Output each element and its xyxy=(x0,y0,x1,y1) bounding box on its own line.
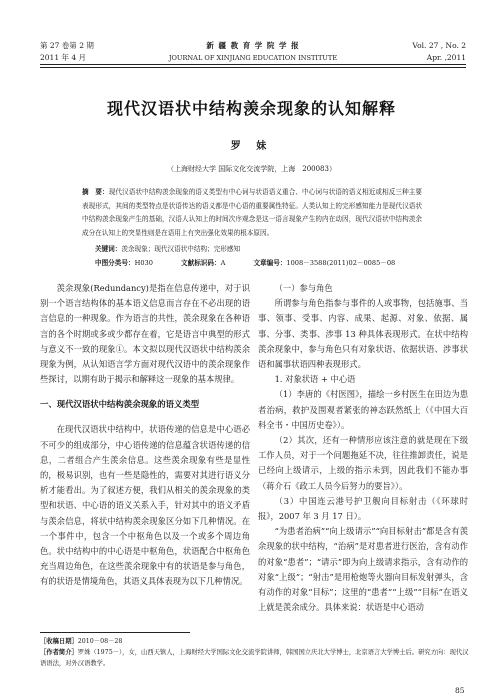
abstract xyxy=(82,186,422,240)
journal-title-en: JOURNAL OF XINJIANG EDUCATION INSTITUTE xyxy=(168,54,338,62)
doc-code-label: 文献标识码： xyxy=(181,259,221,267)
document-code xyxy=(181,259,225,267)
keywords xyxy=(95,244,425,255)
subsection-heading: （一）参与角色 xyxy=(274,283,333,293)
section-paragraph: 在现代汉语状中结构中，状语传递的信息是中心语必不可少的组成部分，中心语传递的信息蕴含状语传递的信息，二者组合产生羡余信息。这些羡余现象有些是显性的，极易识别，也有一些是隐性的，需要对其进行语义分析才能看出。为了叙述方便，我们从相关的羡余现象的类型和状语、中心语的语义关系入手，针对其中的语义矛盾与羡余信息，将状中结构羡余现象区分如下几种情况。在一个事件中，包含一个中枢角色以及一个或多个周边角色。状中结构中的中心语是中枢角色，状语配合中枢角色充当周边角色，在这些羡余现象中有的状语是参与角色，有的状语是情境角色，其语义具体表现为以下几种情况。 xyxy=(40,424,250,587)
clc-value: H030 xyxy=(134,259,153,267)
received-value: 2010－08－28 xyxy=(77,638,123,645)
abstract-text: 现代汉语状中结构羡余现象的语义类型有中心词与状语语义重合、中心词与状语的语义相近或相反三种主要表现形式，其间的类型特点是状语传达的语义都是中心语的重要属性特征。人类认知上的完形感知能力是现代汉语状中结构羡余现象产生的基础，汉语人认知上的时间次序观念是这一语言现象产生的内在动因，现代汉语状中结构羡余成分在认知上的突显性则是在语用上有突出强化效果的根本原因。 xyxy=(82,188,423,237)
article-no-value: 1008－3588(2011)02－0085－08 xyxy=(286,259,396,267)
footnote xyxy=(40,636,470,669)
author-name: 罗 妹 xyxy=(230,141,273,152)
date-cn: 2011 年 4 月 xyxy=(40,53,87,62)
footnote-rule xyxy=(40,632,190,633)
example-2: （2）其次，还有一种情形应该注意的就是现在下级工作人员，对于一个问题拖延不决，往往推卸责任，说是已经向上级请示，上级的指示未到，因此我们不能办事（蒋介石《政工人员今后努力的要旨》）。 xyxy=(258,435,468,491)
paragraph-participant-roles: 所谓参与角色指参与事件的人或事物，包括施事、当事、领事、受事、内容、成果、起源、对象、依据、属事、分事、类事、涉事 13 种具体表现形式。在状中结构羡余现象中，参与角色只有对象状语、依据状语、涉事状语和属事状语四种表现形式。 xyxy=(258,298,468,370)
section-heading: 一、现代汉语状中结构羡余现象的语义类型 xyxy=(40,399,200,410)
intro-paragraph: 羡余现象(Redundancy)是指在信息传递中，对于识别一个语言结构体的基本语义信息而言存在不必出现的语言信息的一种现象。作为语言的共性，羡余现象在各种语言的各个时期或多或少都存在着，它是语言中典型的形式与意义不一致的现象①。本文拟以现代汉语状中结构羡余现象为例，从认知语言学方面对现代汉语中的羡余现象作些探讨，以期有助于揭示和解释这一现象的基本规律。 xyxy=(40,283,250,385)
author-affiliation: （上海财经大学 国际文化交流学院，上海 200083） xyxy=(167,165,336,173)
subheading-object-adverbial: 1. 对象状语 + 中心语 xyxy=(274,374,356,385)
clc-code xyxy=(95,259,153,267)
analysis-paragraph: “为患者治病”“向上级请示”“向目标射击”都是含有羡余现象的状中结构，“治病”是对患者进行医治，含有动作的对象“患者”；“请示”即为向上级请求指示，含有动作的对象“上级”；“射击”是用枪炮等火器向目标发射弹头，含有动作的对象“目标”；这里的“患者”“上级”“目标”在语义上就是羡余成分。具体来说：状语是中心语动 xyxy=(258,526,468,613)
author-bio-label: ［作者简介］ xyxy=(40,649,78,656)
received-label: ［收稿日期］ xyxy=(40,638,78,645)
header-rule xyxy=(40,64,466,65)
volume-issue-cn: 第 27 卷第 2 期 xyxy=(40,41,94,50)
right-column xyxy=(258,281,468,615)
article-no-label: 文章编号： xyxy=(253,259,287,267)
author-bio-text: 罗姝（1975－），女，山西天镇人，上海财经大学国际文化交流学院讲师，韩国国立庆北大学博士，北京语言大学博士后。研究方向：现代汉语语法，对外汉语教学。 xyxy=(40,649,469,667)
header-rule-thin xyxy=(40,67,466,68)
classification-line xyxy=(95,258,425,269)
example-1: （1）李唐的《村医图》，描绘一乡村医生在田边为患者治病，救护及围观者紧张的神态跃然纸上（《中国大百科全书・中国历史卷》）。 xyxy=(258,389,468,430)
journal-title-cn: 新 疆 教 育 学 院 学 报 xyxy=(206,41,300,50)
abstract-label: 摘 要： xyxy=(82,188,109,196)
clc-label: 中图分类号： xyxy=(95,259,135,267)
doc-code-value: A xyxy=(220,259,226,267)
author-bio xyxy=(40,647,470,669)
keywords-text: 羡余现象；现代汉语状中结构；完形感知 xyxy=(121,245,241,253)
left-column xyxy=(40,281,250,590)
page-number: 85 xyxy=(455,686,465,695)
article-title: 现代汉语状中结构羡余现象的认知解释 xyxy=(106,99,396,118)
keywords-label: 关键词： xyxy=(95,245,122,253)
received-date xyxy=(40,636,470,647)
example-3: （3）中国连云港号护卫舰向目标射击（《环球时报》，2007 年 3 月 17 日）。 xyxy=(258,495,468,522)
volume-issue-en: Vol. 27 , No. 2 xyxy=(412,41,466,50)
article-number xyxy=(253,259,395,267)
date-en: Apr. ,2011 xyxy=(426,53,466,62)
